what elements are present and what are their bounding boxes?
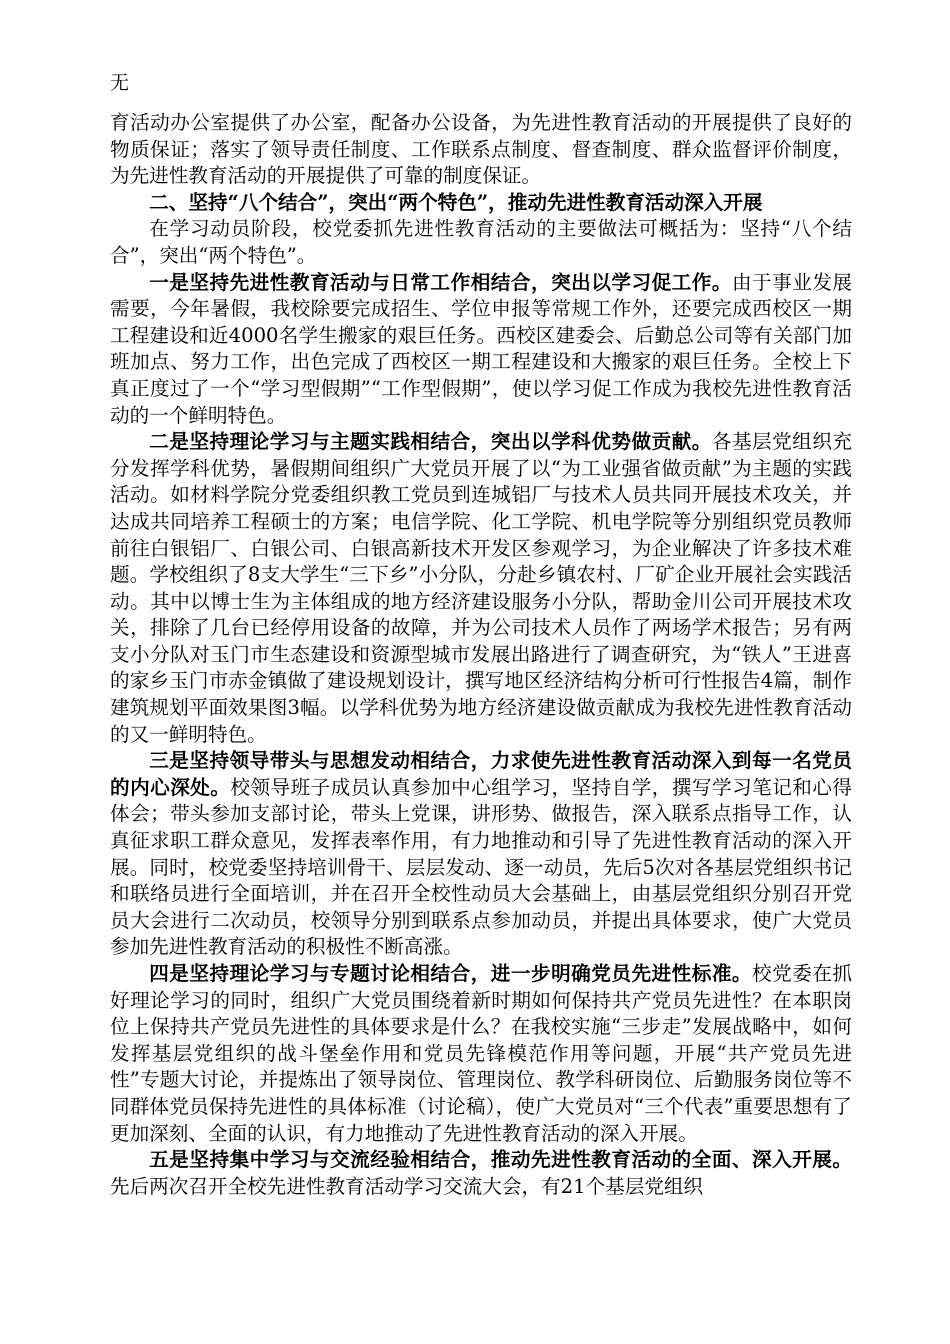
point-3-body: 校领导班子成员认真参加中心组学习，坚持自学，撰写学习笔记和心得体会；带头参加支部讨论，带头上党课，讲形势、做报告，深入联系点指导工作，认真征求职工群众意见，发挥表率作用，有力地推动和引导了先进性教育活动的深入开展。同时，校党委坚持培训骨干、层层发动、逐一动员，先后5次对各基层党组织书记和联络员进行全面培训，并在召开全校性动员大会基础上，由基层党组织分别召开党员大会进行二次动员，校领导分别到联系点参加动员，并提出具体要求，使广大党员参加先进性教育活动的积极性不断高涨。 bbox=[110, 775, 853, 959]
paragraph-point-1 bbox=[110, 270, 852, 430]
paragraph-point-5 bbox=[110, 1147, 852, 1200]
paragraph-point-2 bbox=[110, 429, 852, 748]
point-5-body: 先后两次召开全校先进性教育活动学习交流大会，有21个基层党组织 bbox=[110, 1174, 704, 1198]
paragraph-intro: 在学习动员阶段，校党委抓先进性教育活动的主要做法可概括为：坚持“八个结合”，突出“两个特色”。 bbox=[110, 217, 852, 267]
section-heading: 二、坚持“八个结合”，突出“两个特色”，推动先进性教育活动深入开展 bbox=[149, 190, 763, 214]
point-4-lead: 四是坚持理论学习与专题讨论相结合，进一步明确党员先进性标准。 bbox=[149, 962, 753, 985]
point-1-lead: 一是坚持先进性教育活动与日常工作相结合，突出以学习促工作。 bbox=[149, 270, 732, 294]
paragraph-point-4 bbox=[110, 961, 852, 1147]
point-2-lead: 二是坚持理论学习与主题实践相结合，突出以学科优势做贡献。 bbox=[149, 430, 712, 454]
document-body bbox=[110, 110, 852, 1200]
paragraph-point-3 bbox=[110, 748, 852, 961]
page-header: 无 bbox=[110, 72, 130, 94]
point-2-body: 各基层党组织充分发挥学科优势，暑假期间组织广大党员开展了以“为工业强省做贡献”为主题的实践活动。如材料学院分党委组织教工党员到连城铝厂与技术人员共同开展技术攻关，并达成共同培养工程硕士的方案；电信学院、化工学院、机电学院等分别组织党员教师前往白银铝厂、白银公司、白银高新技术开发区参观学习，为企业解决了许多技术难题。学校组织了8支大学生“三下乡”小分队，分赴乡镇农村、厂矿企业开展社会实践活动。其中以博士生为主体组成的地方经济建设服务小分队，帮助金川公司开展技术攻关，排除了几台已经停用设备的故障，并为公司技术人员作了两场学术报告；另有两支小分队对玉门市生态建设和资源型城市发展出路进行了调查研究，为“铁人”王进喜的家乡玉门市赤金镇做了建设规划设计，撰写地区经济结构分析可行性报告4篇，制作建筑规划平面效果图3幅。以学科优势为地方经济建设做贡献成为我校先进性教育活动的又一鲜明特色。 bbox=[110, 430, 853, 746]
point-4-body: 校党委在抓好理论学习的同时，组织广大党员围绕着新时期如何保持共产党员先进性？在本职岗位上保持共产党员先进性的具体要求是什么？在我校实施“三步走”发展战略中，如何发挥基层党组织的战斗堡垒作用和党员先锋模范作用等问题，开展“共产党员先进性”专题大讨论，并提炼出了领导岗位、管理岗位、教学科研岗位、后勤服务岗位等不同群体党员保持先进性的具体标准（讨论稿），使广大党员对“三个代表”重要思想有了更加深刻、全面的认识，有力地推动了先进性教育活动的深入开展。 bbox=[110, 962, 853, 1145]
point-5-lead: 五是坚持集中学习与交流经验相结合，推动先进性教育活动的全面、深入开展。 bbox=[149, 1148, 852, 1172]
point-1-body: 由于事业发展需要，今年暑假，我校除要完成招生、学位申报等常规工作外，还要完成西校区一期工程建设和近4000名学生搬家的艰巨任务。西校区建委会、后勤总公司等有关部门加班加点、努力工作，出色完成了西校区一期工程建设和大搬家的艰巨任务。全校上下真正度过了一个“学习型假期”“工作型假期”，使以学习促工作成为我校先进性教育活动的一个鲜明特色。 bbox=[110, 270, 853, 427]
paragraph-continued: 育活动办公室提供了办公室，配备办公设备，为先进性教育活动的开展提供了良好的物质保证；落实了领导责任制度、工作联系点制度、督查制度、群众监督评价制度，为先进性教育活动的开展提供了可靠的制度保证。 bbox=[110, 111, 852, 188]
point-3-lead: 三是坚持领导带头与思想发动相结合，力求使先进性教育活动深入到每一名党员的内心深处。 bbox=[110, 749, 852, 799]
document-page bbox=[110, 68, 852, 1200]
